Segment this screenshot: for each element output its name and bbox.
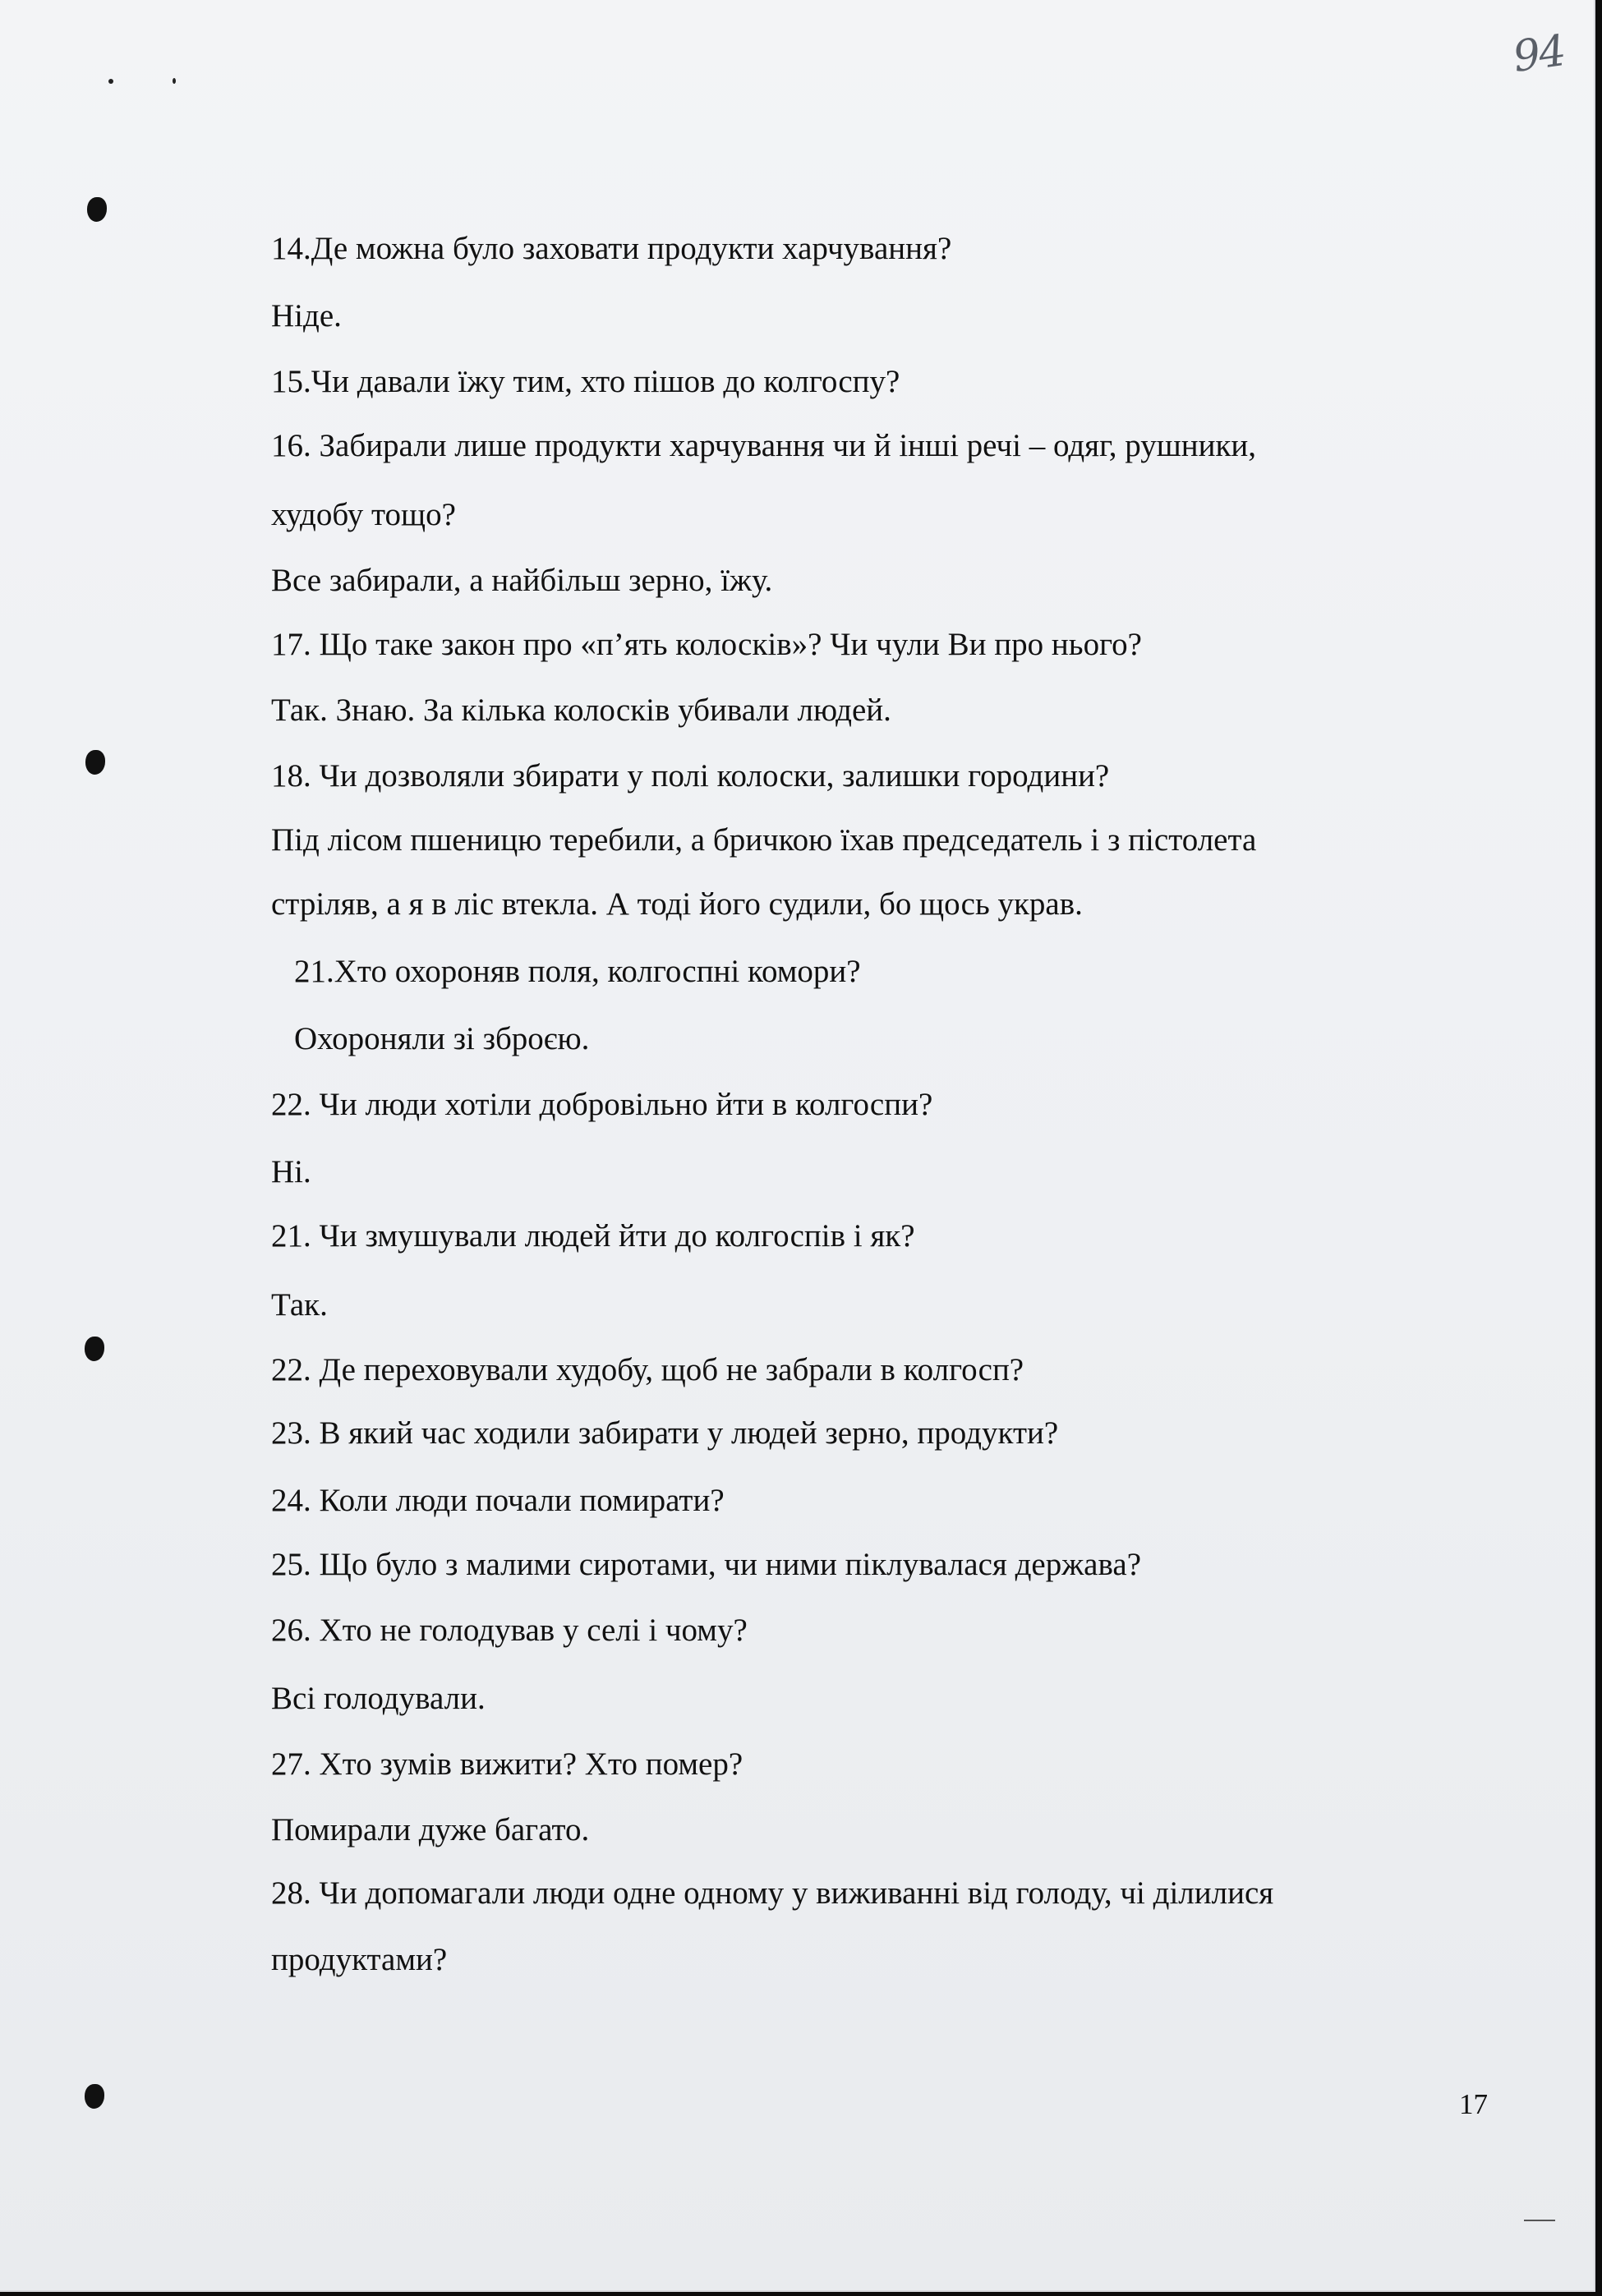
text-line: 22. Чи люди хотіли добровільно йти в колгоспи? (271, 1087, 933, 1122)
text-line: Всі голодували. (271, 1681, 486, 1716)
text-line: 21. Чи змушували людей йти до колгоспів і як? (271, 1218, 915, 1254)
text-line: Охороняли зі зброєю. (294, 1021, 590, 1056)
text-line: 26. Хто не голодував у селі і чому? (271, 1613, 748, 1648)
text-line: 28. Чи допомагали люди одне одному у виживанні від голоду, чі ділилися (271, 1875, 1274, 1911)
text-line: худобу тощо? (271, 497, 456, 532)
text-line: стріляв, а я в ліс втекла. А тоді його судили, бо щось украв. (271, 886, 1083, 922)
text-line: Ніде. (271, 298, 342, 334)
text-line: 24. Коли люди почали помирати? (271, 1483, 725, 1518)
text-line: Помирали дуже багато. (271, 1812, 590, 1847)
text-line: продуктами? (271, 1942, 448, 1977)
text-line: 27. Хто зумів вижити? Хто помер? (271, 1746, 743, 1782)
scan-mark (1524, 2220, 1555, 2221)
text-line: 17. Що таке закон про «п’ять колосків»? Чи чули Ви про нього? (271, 627, 1142, 662)
text-line: Ні. (271, 1154, 311, 1189)
text-line: 25. Що було з малими сиротами, чи ними піклувалася держава? (271, 1547, 1141, 1582)
text-line: Під лісом пшеницю теребили, а бричкою їхав председатель і з пістолета (271, 822, 1257, 858)
text-line: 16. Забирали лише продукти харчування чи й інші речі – одяг, рушники, (271, 428, 1257, 463)
text-line: Все забирали, а найбільш зерно, їжу. (271, 563, 773, 598)
text-line: 14.Де можна було заховати продукти харчування? (271, 231, 952, 266)
text-line: Так. (271, 1287, 328, 1323)
handwritten-folio-number: 94 (1510, 25, 1568, 83)
text-line: 21.Хто охороняв поля, колгоспні комори? (294, 954, 861, 989)
page-number: 17 (1459, 2088, 1488, 2120)
text-line: 15.Чи давали їжу тим, хто пішов до колгоспу? (271, 364, 900, 399)
text-line: 23. В який час ходили забирати у людей зерно, продукти? (271, 1415, 1059, 1451)
text-line: Так. Знаю. За кілька колосків убивали людей. (271, 692, 891, 728)
text-line: 22. Де переховували худобу, щоб не забрали в колгосп? (271, 1352, 1024, 1387)
text-line: 18. Чи дозволяли збирати у полі колоски, залишки городини? (271, 758, 1110, 794)
